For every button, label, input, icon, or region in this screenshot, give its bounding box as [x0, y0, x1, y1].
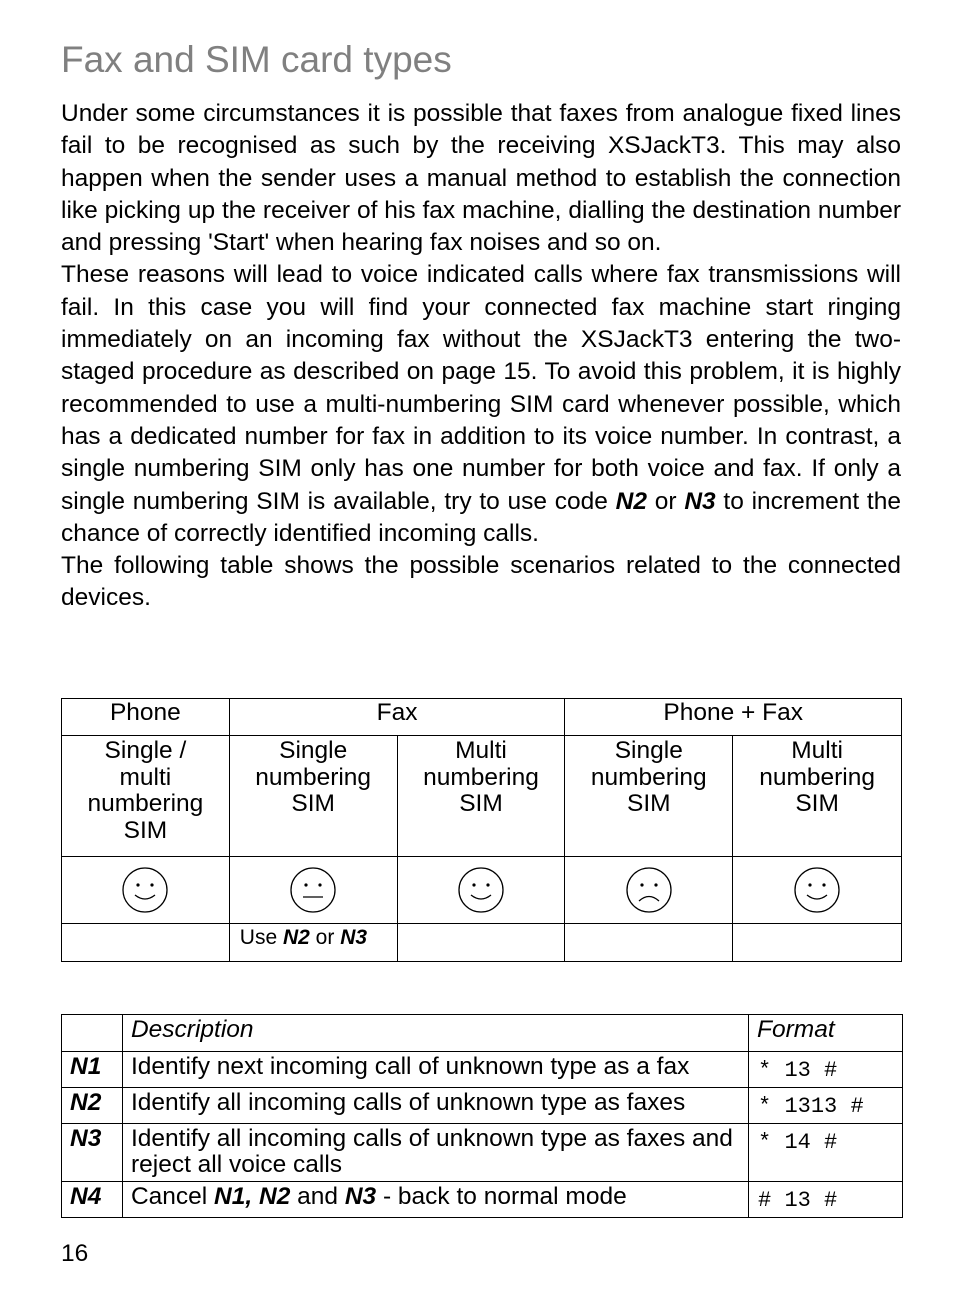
- sub-phone-sim-text: Single / multi numbering SIM: [87, 737, 204, 844]
- description-cell: Identify all incoming calls of unknown type as faxes: [122, 1088, 748, 1124]
- sad-face-icon: [625, 866, 673, 914]
- paragraph-2-text-b: to increment the chance of correctly identified incoming calls.: [61, 487, 901, 547]
- scenario-subheader-row: [62, 736, 902, 857]
- paragraph-1: Under some circumstances it is possible that faxes from analogue fixed lines fail to be recognised as such by the receiving XSJackT3. This may also happen when the sender uses a manual method to establish the connection like picking up the receiver of his fax machine, dialling the destination number and pressing 'Start' when hearing fax noises and so on.: [61, 100, 901, 257]
- paragraph-3: The following table shows the possible scenarios related to the connected devices.: [61, 552, 901, 612]
- desc-post: - back to normal mode: [376, 1183, 627, 1210]
- header-phone: Phone: [62, 699, 230, 736]
- header-description: Description: [122, 1015, 748, 1052]
- code-cell: N4: [62, 1182, 123, 1218]
- sub-phonefax-single-text: Single numbering SIM: [590, 737, 707, 817]
- format-cell: # 13 #: [749, 1182, 903, 1218]
- sub-fax-multi: [397, 736, 565, 857]
- format-cell: * 13 #: [749, 1052, 903, 1088]
- scenario-table: [61, 698, 902, 962]
- header-phone-fax: Phone + Fax: [565, 699, 902, 736]
- desc-and: and: [290, 1183, 345, 1210]
- body-text: [61, 98, 901, 615]
- scenario-note-row: [62, 924, 902, 962]
- header-format: Format: [749, 1015, 903, 1052]
- scenario-header-row: [62, 699, 902, 736]
- note-code-n2: N2: [282, 926, 310, 949]
- note-text: [230, 924, 367, 952]
- desc-space: [252, 1183, 259, 1210]
- sub-fax-single: [229, 736, 397, 857]
- paragraph-2-text-a: These reasons will lead to voice indicated calls where fax transmissions will fail. In this case you will find your connected fax machine start ringing immediately on an incoming fax without the XSJackT3 entering the two-staged procedure as described on page 15. To avoid this problem, it is highly recommended to use a multi-numbering SIM card whenever possible, which has a dedicated number for fax in addition to its voice number. In contrast, a single numbering SIM only has one number for both voice and fax. If only a single numbering SIM is available, try to use code: [61, 261, 901, 515]
- page-title: Fax and SIM card types: [61, 39, 452, 80]
- page-number: 16: [61, 1240, 89, 1267]
- sub-phone-sim: [62, 736, 230, 857]
- description-cell: [122, 1182, 748, 1218]
- sub-fax-single-text: Single numbering SIM: [255, 737, 372, 817]
- sub-phonefax-multi-text: Multi numbering SIM: [759, 737, 875, 817]
- description-cell: Identify all incoming calls of unknown type as faxes and reject all voice calls: [122, 1124, 748, 1182]
- desc-code-n2: N2: [259, 1183, 291, 1210]
- code-cell: N2: [62, 1088, 123, 1124]
- format-cell: * 14 #: [749, 1124, 903, 1182]
- scenario-face-row: [62, 857, 902, 924]
- sub-phonefax-multi: [733, 736, 902, 857]
- header-fax: Fax: [229, 699, 565, 736]
- desc-code-n3: N3: [344, 1183, 377, 1210]
- code-ref-n2: N2: [615, 487, 647, 515]
- happy-face-icon: [457, 866, 505, 914]
- paragraph-2-or: or: [647, 487, 685, 515]
- codes-header-row: [62, 1015, 903, 1052]
- happy-face-icon: [793, 866, 841, 914]
- paragraph-2: [61, 259, 901, 550]
- note-or: or: [309, 926, 341, 949]
- codes-table: [61, 1014, 903, 1218]
- happy-face-icon: [121, 866, 169, 914]
- table-row: [62, 1182, 903, 1218]
- table-row: [62, 1124, 903, 1182]
- code-ref-n3: N3: [684, 487, 716, 515]
- neutral-face-icon: [289, 866, 337, 914]
- description-cell: Identify next incoming call of unknown type as a fax: [122, 1052, 748, 1088]
- table-row: [62, 1088, 903, 1124]
- note-code-n3: N3: [340, 926, 368, 949]
- sub-phonefax-single: [565, 736, 733, 857]
- note-prefix: Use: [239, 926, 283, 949]
- format-cell: * 1313 #: [749, 1088, 903, 1124]
- note-cell: [229, 924, 397, 962]
- desc-code-n1: N1,: [214, 1183, 253, 1210]
- desc-pre: Cancel: [130, 1183, 215, 1210]
- code-cell: N1: [62, 1052, 123, 1088]
- code-cell: N3: [62, 1124, 123, 1182]
- table-row: [62, 1052, 903, 1088]
- sub-fax-multi-text: Multi numbering SIM: [423, 737, 539, 817]
